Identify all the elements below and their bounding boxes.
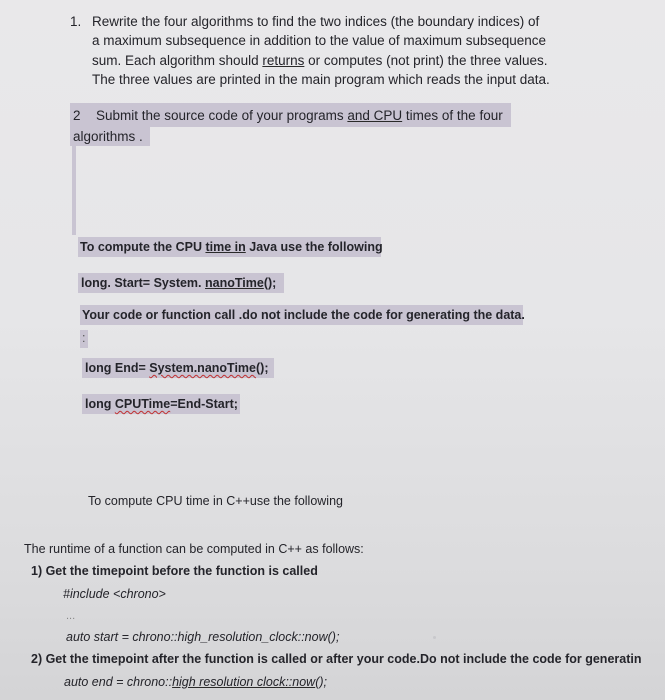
cpp-auto-start: auto start = chrono::high_resolution_clock::now(); [66,630,340,644]
java-end-nanotime: System.nanoTime [149,361,256,375]
java-cpu-post: =End-Start; [170,397,238,411]
java-cputime: CPUTime [114,397,171,411]
cpp-include: #include <chrono> [63,587,166,601]
q1-number: 1. [70,14,82,29]
q2-line-1-pre: Submit the source code of your programs [96,108,348,123]
java-heading-post: Java use the following [245,240,383,254]
cpp-step-2: 2) Get the timepoint after the function is called or after your code.Do not include the code for generatin [31,652,642,666]
q1-line-3-post: or computes (not print) the three values. [304,53,548,68]
cpp-ellipsis: ... [66,610,76,622]
q1-line-2: a maximum subsequence in addition to the value of maximum subsequence [92,33,547,48]
q1-returns-word: returns [262,53,305,68]
java-heading [80,240,383,254]
speck [433,636,436,639]
cpp-auto-end [64,675,327,689]
q2-line-1-post: times of the four [402,108,503,123]
q1-line-3-pre: sum. Each algorithm should [92,53,263,68]
q2-line-1 [96,106,503,125]
cpp-runtime-line: The runtime of a function can be computed in C++ as follows: [24,542,364,556]
q2-number: 2 [73,108,81,123]
q2-line-2: algorithms . [73,129,143,144]
java-start-line [81,276,276,290]
java-cpu-pre: long [85,397,115,411]
java-start-pre: long. Start= System. [81,276,205,290]
cpp-step-1: 1) Get the timepoint before the function is called [31,564,318,578]
cpp-auto-end-clock: high resolution clock::now [172,675,316,689]
cpp-heading: To compute CPU time in C++use the following [88,494,343,508]
java-end-pre: long End= [85,361,150,375]
java-end-post: (); [256,361,269,375]
java-code-note: Your code or function call .do not include the code for generating the data. [82,308,525,322]
q1-line-1: Rewrite the four algorithms to find the two indices (the boundary indices) of [92,14,540,29]
java-heading-time-in: time in [205,240,246,254]
q2-and-cpu: and CPU [347,108,403,123]
java-heading-pre: To compute the CPU [80,240,206,254]
java-colon: : [82,331,86,345]
q1-line-4: The three values are printed in the main program which reads the input data. [92,72,550,87]
java-start-nanotime: nanoTime [205,276,264,290]
q2-highlight-margin [72,145,76,235]
java-end-line [85,361,269,375]
q1-line-3 [92,51,548,70]
java-cpu-line [85,397,238,411]
cpp-auto-end-pre: auto end = chrono:: [64,675,173,689]
java-start-post: (); [263,276,277,290]
cpp-auto-end-post: (); [315,675,328,689]
